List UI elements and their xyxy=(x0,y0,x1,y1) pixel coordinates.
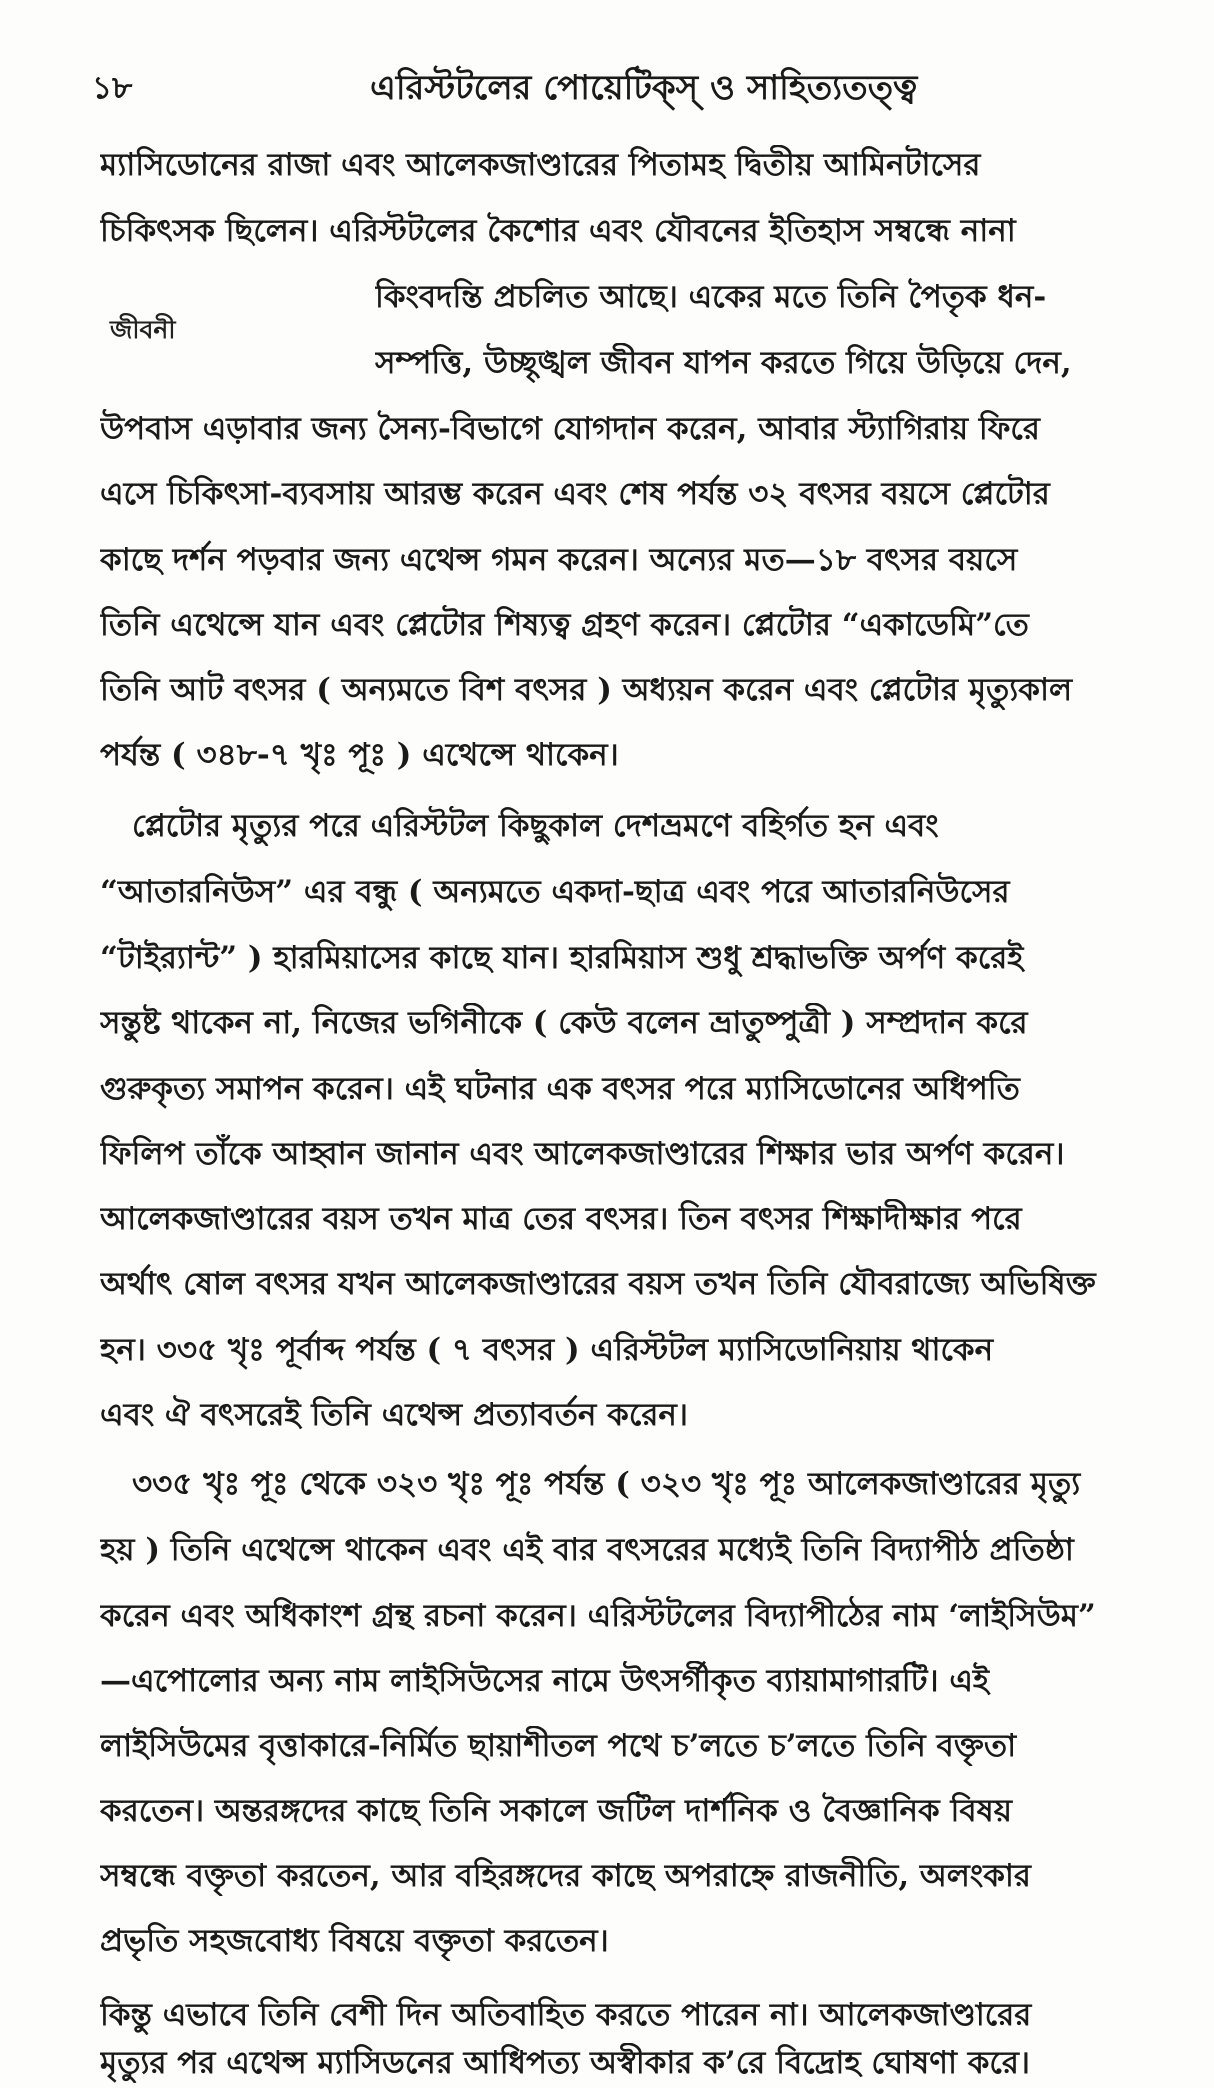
text-line: মৃত্যুর পর এথেন্স ম্যাসিডনের আধিপত্য অস্বীকার ক’রে বিদ্রোহ ঘোষণা করে। xyxy=(100,2045,1031,2081)
text-line: সম্পত্তি, উচ্ছৃঙ্খল জীবন যাপন করতে গিয়ে উড়িয়ে দেন, xyxy=(375,345,1072,381)
running-title: এরিস্টটলের পোয়েটিক্‌স্‌ ও সাহিত্যতত্ত্ব xyxy=(370,68,918,108)
text-line: সম্বন্ধে বক্তৃতা করতেন, আর বহিরঙ্গদের কাছে অপরাহ্নে রাজনীতি, অলংকার xyxy=(100,1858,1031,1894)
text-line: অর্থাৎ ষোল বৎসর যখন আলেকজাণ্ডারের বয়স তখন তিনি যৌবরাজ্যে অভিষিক্ত xyxy=(100,1266,1096,1302)
text-line: করেন এবং অধিকাংশ গ্রন্থ রচনা করেন। এরিস্টটলের বিদ্যাপীঠের নাম ‘লাইসিউম” xyxy=(100,1598,1096,1634)
text-line: এসে চিকিৎসা-ব্যবসায় আরম্ভ করেন এবং শেষ পর্যন্ত ৩২ বৎসর বয়সে প্লেটোর xyxy=(100,476,1050,512)
text-line: গুরুকৃত্য সমাপন করেন। এই ঘটনার এক বৎসর পরে ম্যাসিডোনের অধিপতি xyxy=(100,1071,1020,1107)
margin-note: জীবনী xyxy=(110,315,176,344)
text-line: তিনি এথেন্সে যান এবং প্লেটোর শিষ্যত্ব গ্রহণ করেন। প্লেটোর “একাডেমি”তে xyxy=(100,607,1029,643)
text-line: লাইসিউমের বৃত্তাকারে-নির্মিত ছায়াশীতল পথে চ’লতে চ’লতে তিনি বক্তৃতা xyxy=(100,1728,1017,1764)
text-line: হয় ) তিনি এথেন্সে থাকেন এবং এই বার বৎসরের মধ্যেই তিনি বিদ্যাপীঠ প্রতিষ্ঠা xyxy=(100,1532,1074,1568)
text-line: কাছে দর্শন পড়বার জন্য এথেন্স গমন করেন। অন্যের মত—১৮ বৎসর বয়সে xyxy=(100,542,1018,578)
page-number: ১৮ xyxy=(92,70,133,106)
text-line: এবং ঐ বৎসরেই তিনি এথেন্স প্রত্যাবর্তন করেন। xyxy=(100,1397,688,1433)
text-line: —এপোলোর অন্য নাম লাইসিউসের নামে উৎসর্গীকৃত ব্যায়ামাগারটি। এই xyxy=(100,1663,990,1699)
text-line: হন। ৩৩৫ খৃঃ পূর্বাব্দ পর্যন্ত ( ৭ বৎসর ) এরিস্টটল ম্যাসিডোনিয়ায় থাকেন xyxy=(100,1332,994,1368)
text-line: ৩৩৫ খৃঃ পূঃ থেকে ৩২৩ খৃঃ পূঃ পর্যন্ত ( ৩২৩ খৃঃ পূঃ আলেকজাণ্ডারের মৃত্যু xyxy=(132,1466,1081,1502)
text-line: সন্তুষ্ট থাকেন না, নিজের ভগিনীকে ( কেউ বলেন ভ্রাতুষ্পুত্রী ) সম্প্রদান করে xyxy=(100,1005,1028,1041)
text-line: ম্যাসিডোনের রাজা এবং আলেকজাণ্ডারের পিতামহ দ্বিতীয় আমিনটাসের xyxy=(100,147,981,183)
text-line: তিনি আট বৎসর ( অন্যমতে বিশ বৎসর ) অধ্যয়ন করেন এবং প্লেটোর মৃত্যুকাল xyxy=(100,672,1073,708)
text-line: করতেন। অন্তরঙ্গদের কাছে তিনি সকালে জটিল দার্শনিক ও বৈজ্ঞানিক বিষয় xyxy=(100,1793,1013,1829)
text-line: উপবাস এড়াবার জন্য সৈন্য-বিভাগে যোগদান করেন, আবার স্ট্যাগিরায় ফিরে xyxy=(100,411,1040,447)
text-line: পর্যন্ত ( ৩৪৮-৭ খৃঃ পূঃ ) এথেন্সে থাকেন। xyxy=(100,737,619,773)
text-line: কিন্তু এভাবে তিনি বেশী দিন অতিবাহিত করতে পারেন না। আলেকজাণ্ডারের xyxy=(100,1997,1032,2033)
text-line: ফিলিপ তাঁকে আহ্বান জানান এবং আলেকজাণ্ডারের শিক্ষার ভার অর্পণ করেন। xyxy=(100,1136,1065,1172)
text-line: আলেকজাণ্ডারের বয়স তখন মাত্র তের বৎসর। তিন বৎসর শিক্ষাদীক্ষার পরে xyxy=(100,1201,1022,1237)
text-line: চিকিৎসক ছিলেন। এরিস্টটলের কৈশোর এবং যৌবনের ইতিহাস সম্বন্ধে নানা xyxy=(100,213,1016,249)
text-line: প্রভৃতি সহজবোধ্য বিষয়ে বক্তৃতা করতেন। xyxy=(100,1923,609,1959)
text-line: কিংবদন্তি প্রচলিত আছে। একের মতে তিনি পৈতৃক ধন- xyxy=(375,279,1047,315)
text-line: “টাইর‍্যান্ট” ) হারমিয়াসের কাছে যান। হারমিয়াস শুধু শ্রদ্ধাভক্তি অর্পণ করেই xyxy=(100,940,1024,976)
text-line: প্লেটোর মৃত্যুর পরে এরিস্টটল কিছুকাল দেশভ্রমণে বহির্গত হন এবং xyxy=(132,808,939,844)
text-line: “আতারনিউস” এর বন্ধু ( অন্যমতে একদা-ছাত্র এবং পরে আতারনিউসের xyxy=(100,874,1010,910)
